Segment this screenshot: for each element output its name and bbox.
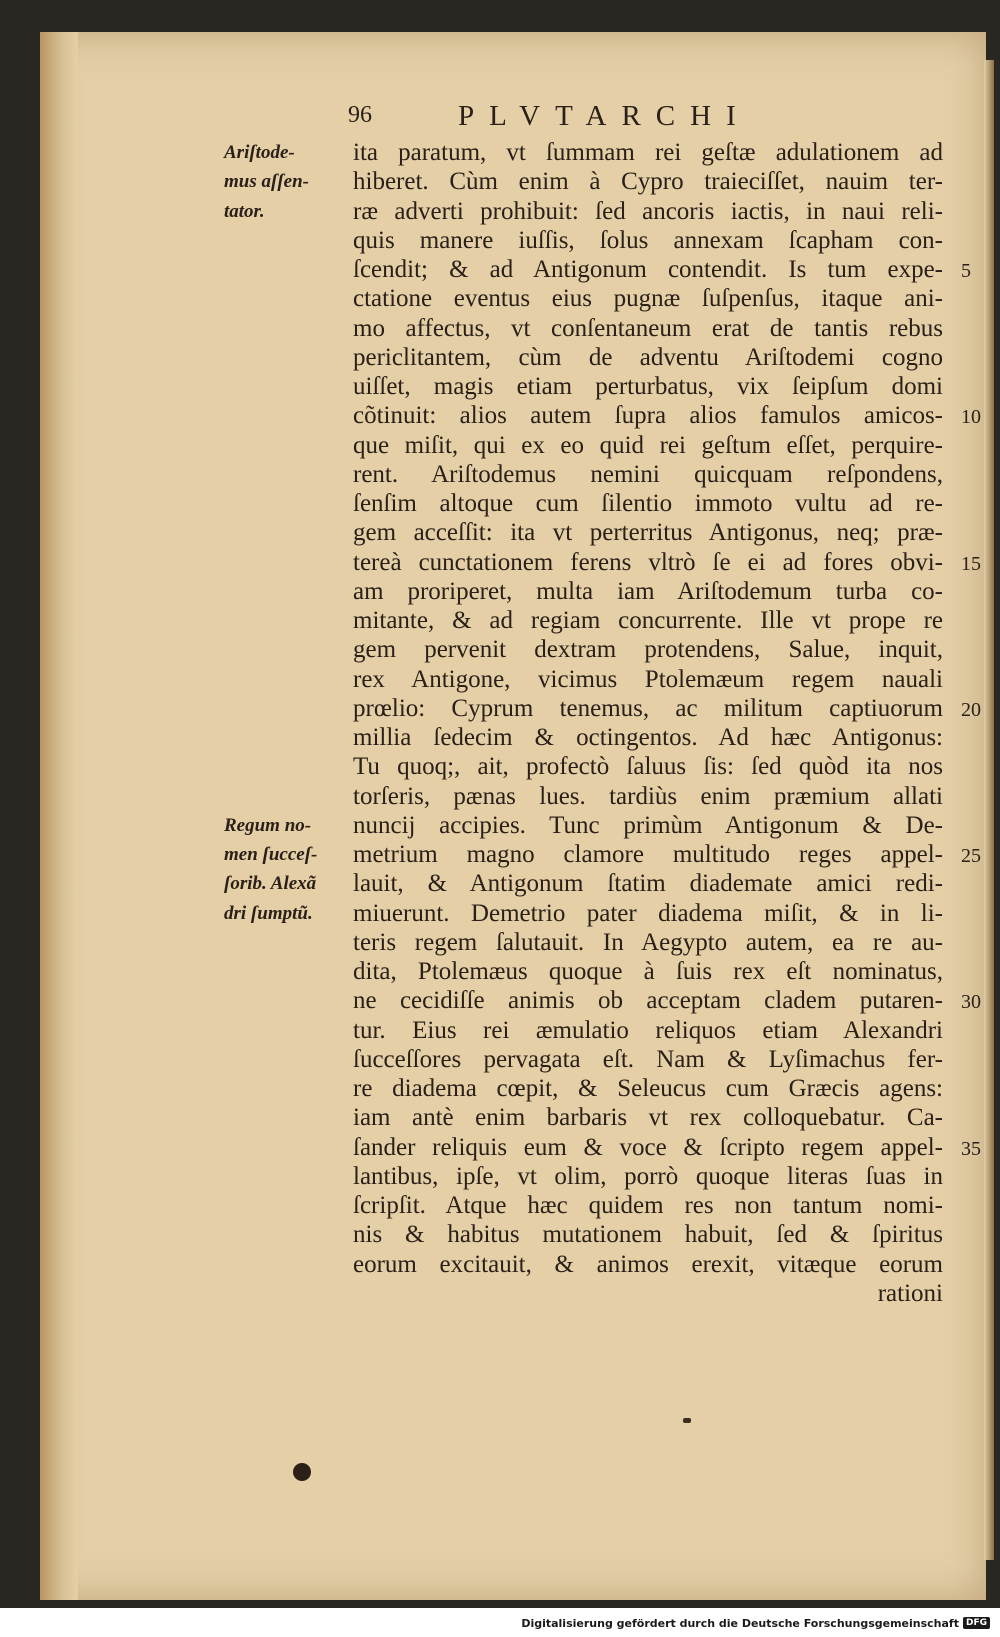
text-line: nuncij accipies. Tunc primùm Antigonum & De- [353,811,943,839]
text-line: rex Antigone, vicimus Ptolemæum regem nauali [353,665,943,693]
text-line: gem acceſſit: ita vt perterritus Antigonus, neq; præ- [353,519,943,547]
text-line: dita, Ptolemæus quoque à ſuis rex eſt nominatus, [353,958,943,985]
text-line: ſucceſſores pervagata eſt. Nam & Lyſimachus fer- [353,1045,943,1073]
text-line: rationi [877,1279,943,1307]
page-gutter-shadow [40,32,78,1600]
text-line: lantibus, ipſe, vt olim, porrò quoque literas ſuas in [353,1162,943,1190]
text-line: ne cecidiſſe animis ob acceptam cladem putaren- [353,987,943,1015]
running-title: PLVTARCHI [458,100,751,132]
ink-speck [683,1418,691,1423]
text-line: periclitantem, cùm de adventu Ariſtodemi cogno [353,343,943,371]
text-line: iam antè enim barbaris vt rex colloquebatur. Ca- [353,1104,943,1132]
text-line: ſander reliquis eum & voce & ſcripto regem appel- [353,1133,943,1161]
text-line: ſenſim altoque cum ſilentio immoto vultu ad re- [353,490,943,517]
margin-note-line: men ſucceſ- [224,844,318,865]
funding-credit: Digitalisierung gefördert durch die Deutsche Forschungsgemeinschaft [521,1616,959,1630]
main-text-block [353,138,943,1308]
page-edge-shadow [984,60,994,1560]
margin-note-line: ſorib. Alexã [224,873,317,895]
text-line: que miſit, qui ex eo quid rei geſtum eſſet, perquire- [353,431,943,459]
text-line: ctatione eventus eius pugnæ ſuſpenſus, itaque ani- [353,285,943,313]
text-line: ſcripſit. Atque hæc quidem res non tantum nomi- [353,1192,943,1219]
line-number: 30 [961,991,981,1014]
dfg-logo-badge: DFG [963,1617,990,1629]
text-line: Tu quoq;, ait, profectò ſaluus ſis: ſed quòd ita nos [353,753,943,781]
page-header [348,100,808,134]
text-line: lauit, & Antigonum ſtatim diademate amici redi- [353,870,943,898]
text-line: rent. Ariſtodemus nemini quicquam reſpondens, [353,460,943,488]
margin-note [224,811,348,928]
margin-note-line: tator. [224,200,265,222]
text-line: am proriperet, multa iam Ariſtodemum turba co- [353,577,943,605]
ink-blot [293,1463,311,1481]
margin-note-line: Ariſtode- [224,142,295,163]
text-line: ita paratum, vt ſummam rei geſtæ adulationem ad [353,139,943,166]
text-line: uiſſet, magis etiam perturbatus, vix ſeipſum domi [353,373,943,400]
text-line: eorum excitauit, & animos erexit, vitæque eorum [353,1250,943,1278]
page-number: 96 [348,102,372,128]
line-number: 35 [961,1137,981,1160]
line-number: 20 [961,698,981,721]
text-line: ræ adverti prohibuit: ſed ancoris iactis, in naui reli- [353,197,943,225]
text-line: nis & habitus mutationem habuit, ſed & ſpiritus [353,1221,943,1249]
text-line: torſeris, pænas lues. tardiùs enim præmium allati [353,782,943,810]
text-line: ſcendit; & ad Antigonum contendit. Is tum expe- [353,256,943,283]
text-line: re diadema cœpit, & Seleucus cum Græcis agens: [353,1075,943,1102]
text-line: tur. Eius rei æmulatio reliquos etiam Alexandri [353,1016,943,1044]
text-line: gem pervenit dextram protendens, Salue, inquit, [353,636,943,664]
line-number: 5 [961,260,971,282]
text-line: tereà cunctationem ferens vltrò ſe ei ad fores obvi- [353,548,943,576]
text-line: quis manere iuſſis, ſolus annexam ſcapham con- [353,226,943,254]
text-line: miuerunt. Demetrio pater diadema miſit, & in li- [353,899,943,927]
margin-note-line: mus aſſen- [224,171,309,193]
line-number: 25 [961,845,981,867]
text-line: mo affectus, vt conſentaneum erat de tantis rebus [353,314,943,342]
text-line: teris regem ſalutauit. In Aegypto autem, ea re au- [353,928,943,956]
text-line: mitante, & ad regiam concurrente. Ille vt prope re [353,607,943,634]
text-line: metrium magno clamore multitudo reges appel- [353,841,943,868]
text-line: hiberet. Cùm enim à Cypro traieciſſet, nauim ter- [353,168,943,196]
line-number: 15 [961,552,981,575]
text-line: prœlio: Cyprum tenemus, ac militum captiuorum [353,694,943,722]
text-line: millia ſedecim & octingentos. Ad hæc Antigonus: [353,724,943,751]
text-line: cõtinuit: alios autem ſupra alios famulos amicos- [353,402,943,430]
margin-note [224,138,348,226]
margin-note-line: Regum no- [224,814,312,836]
margin-note-line: dri ſumptũ. [224,902,313,924]
line-number: 10 [961,406,981,429]
digitization-footer [521,1613,990,1633]
